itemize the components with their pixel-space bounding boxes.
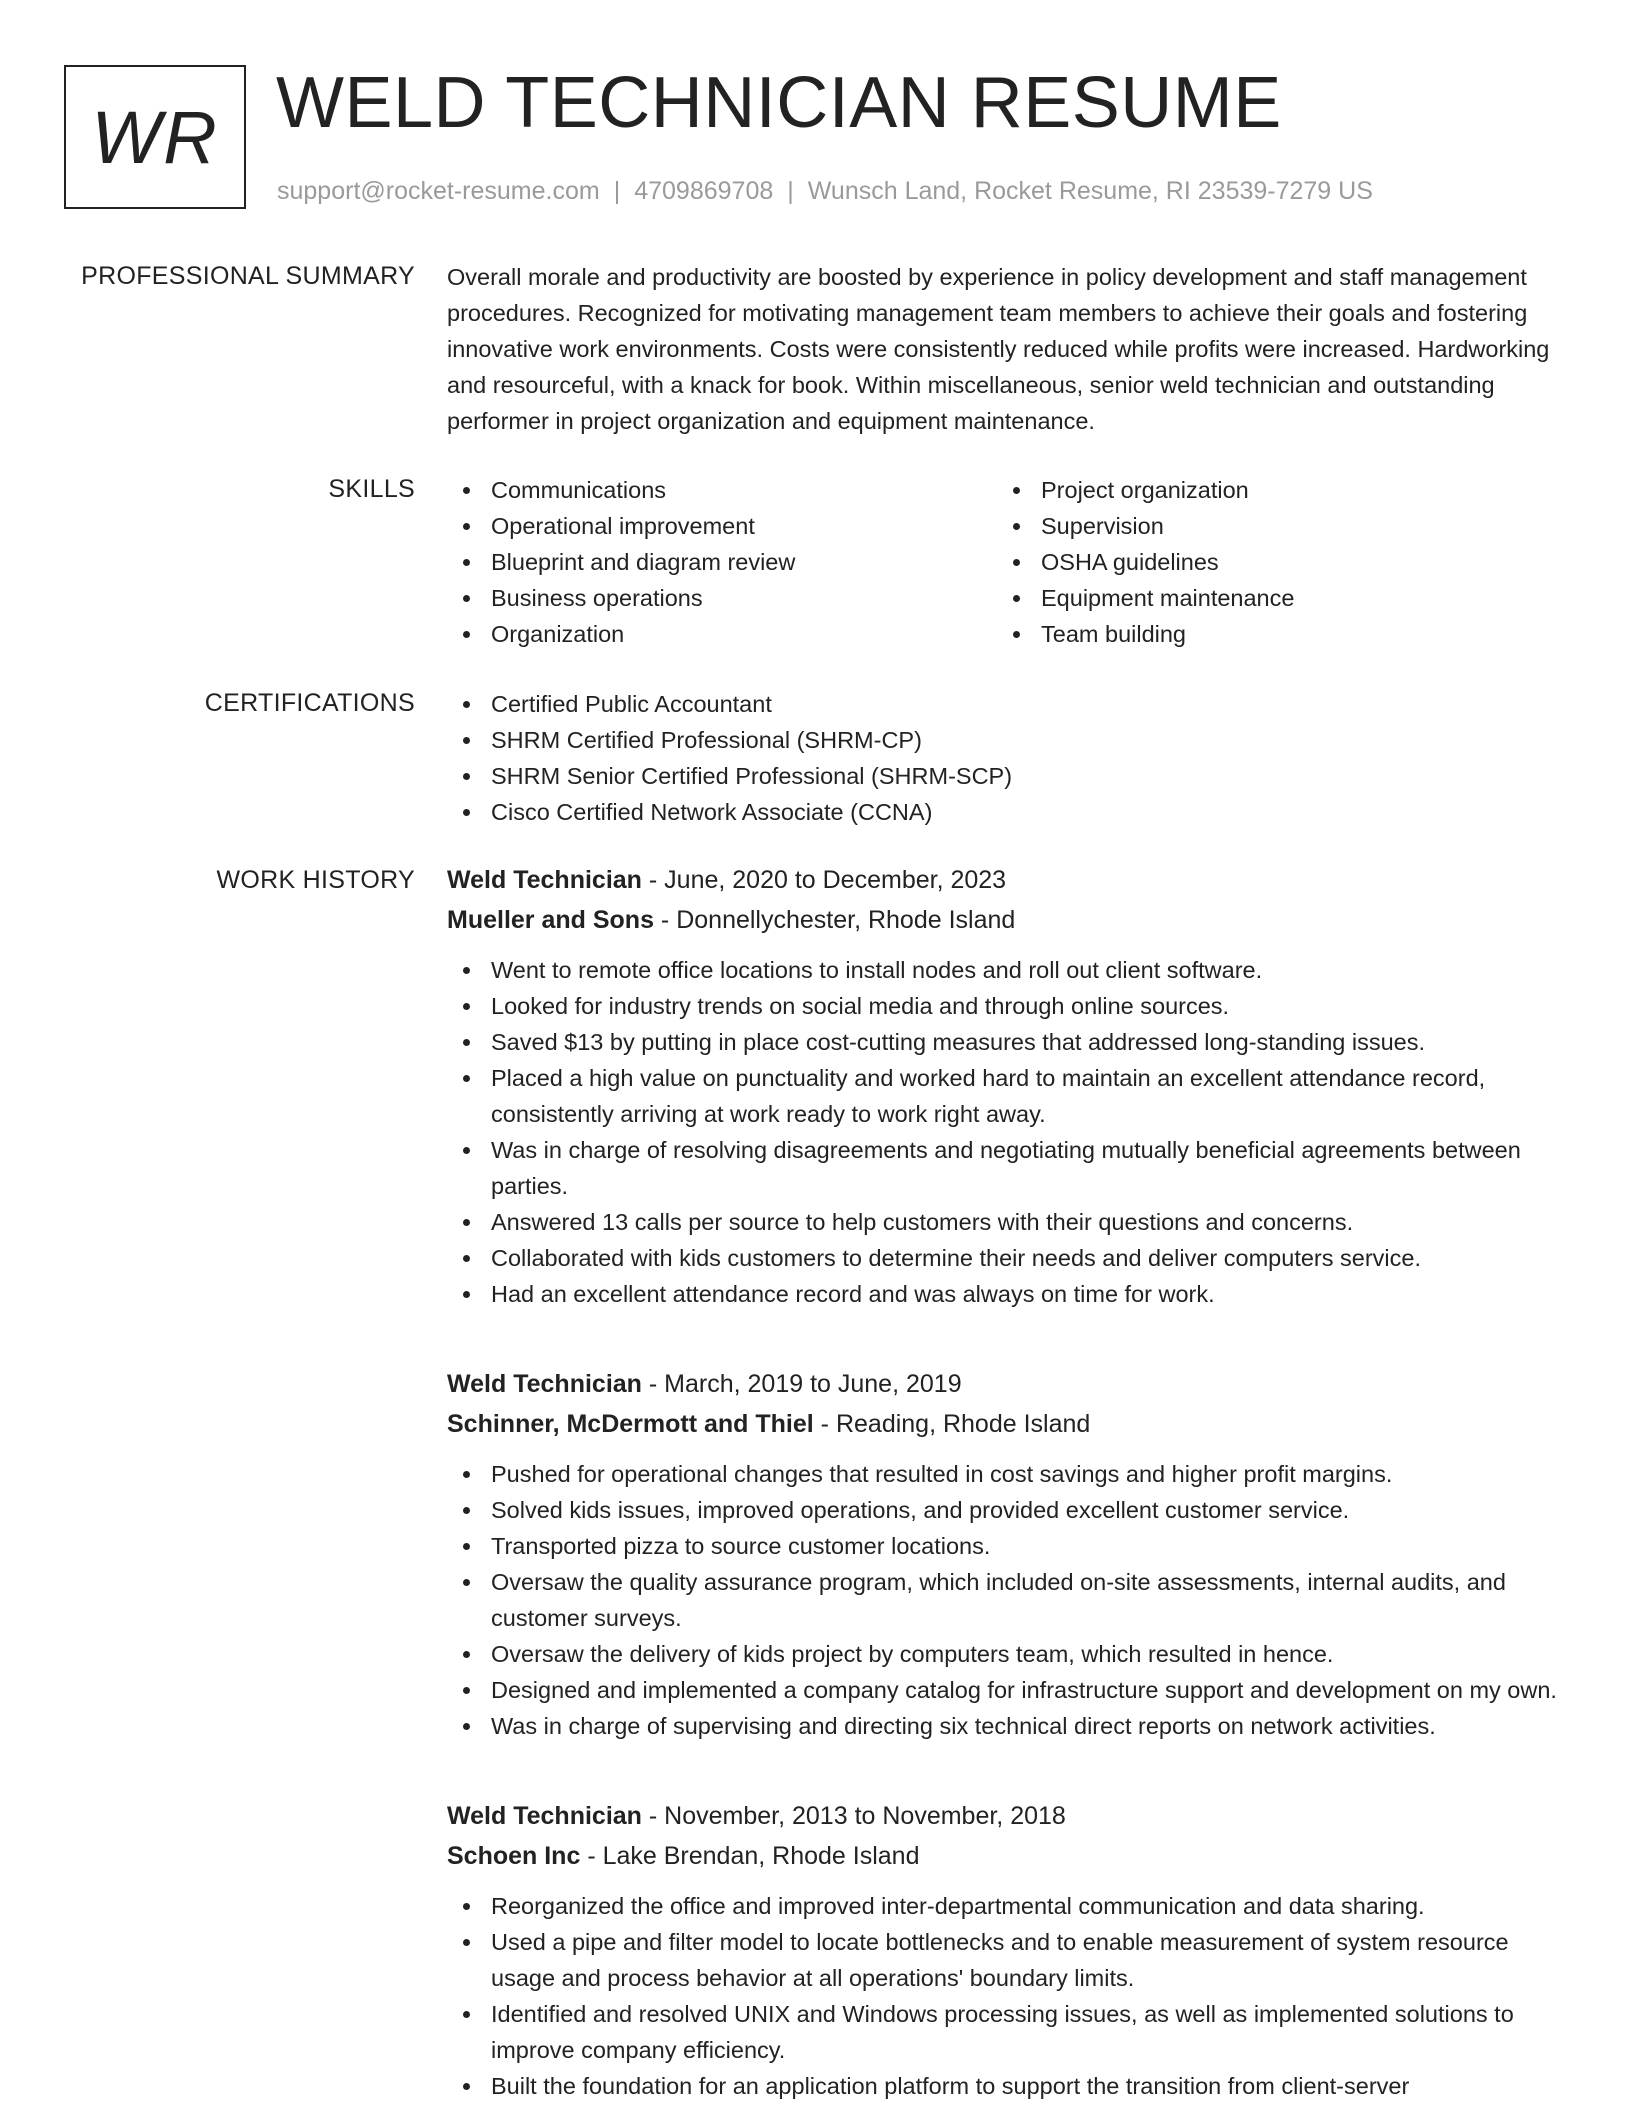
job-location: - Reading, Rhode Island [813, 1410, 1091, 1438]
summary-body [447, 259, 1567, 439]
contact-line [277, 174, 1373, 208]
job-location: - Lake Brendan, Rhode Island [580, 1842, 920, 1870]
summary-text: Overall morale and productivity are boosted by experience in policy development and staff management procedures. Recognized for motivating management team members to achieve their goals and fostering innovative work environments. Costs were consistently reduced while profits were increased. Hardworking and resourceful, with a knack for book. Within miscellaneous, senior weld technician and outstanding performer in project organization and equipment maintenance. [447, 264, 1550, 434]
job-company: Schoen Inc [447, 1842, 581, 1870]
job-bullet: Looked for industry trends on social media and through online sources. [447, 988, 1567, 1024]
job-dates: - November, 2013 to November, 2018 [641, 1802, 1066, 1830]
job-company-line [447, 1836, 1567, 1876]
certification-item: SHRM Certified Professional (SHRM-CP) [447, 722, 1567, 758]
job-role: Weld Technician [447, 866, 642, 894]
job-bullets [447, 1456, 1567, 1744]
certifications-title: CERTIFICATIONS [204, 689, 415, 717]
skills-columns [447, 472, 1567, 652]
job-bullet: Used a pipe and filter model to locate bottlenecks and to enable measurement of system resource usage and process behavior at all operations' boundary limits. [447, 1924, 1567, 1996]
skill-item: Communications [447, 472, 997, 508]
job-bullet: Went to remote office locations to install nodes and roll out client software. [447, 952, 1567, 988]
certifications-body [447, 686, 1567, 830]
job-bullet: Reorganized the office and improved inter-departmental communication and data sharing. [447, 1888, 1567, 1924]
job-bullet: Had an excellent attendance record and was always on time for work. [447, 1276, 1567, 1312]
job-company-line [447, 1404, 1567, 1444]
skill-item: Operational improvement [447, 508, 997, 544]
monogram-box [64, 65, 246, 209]
skill-item: Team building [997, 616, 1547, 652]
skill-item: Business operations [447, 580, 997, 616]
skills-title: SKILLS [328, 475, 415, 503]
job-bullet: Placed a high value on punctuality and worked hard to maintain an excellent attendance record, consistently arriving at work ready to work right away. [447, 1060, 1567, 1132]
certifications-list [447, 686, 1567, 830]
skill-item: OSHA guidelines [997, 544, 1547, 580]
job-bullet: Identified and resolved UNIX and Windows processing issues, as well as implemented solutions to improve company efficiency. [447, 1996, 1567, 2068]
contact-phone: 4709869708 [634, 177, 774, 205]
job-bullet: Was in charge of supervising and directing six technical direct reports on network activities. [447, 1708, 1567, 1744]
skills-list-left [447, 472, 997, 652]
contact-address: Wunsch Land, Rocket Resume, RI 23539-7279 US [807, 177, 1373, 205]
job-bullet: Was in charge of resolving disagreements and negotiating mutually beneficial agreements between parties. [447, 1132, 1567, 1204]
job-bullet: Oversaw the quality assurance program, which included on-site assessments, internal audits, and customer surveys. [447, 1564, 1567, 1636]
job-role: Weld Technician [447, 1370, 642, 1398]
contact-separator: | [613, 177, 621, 205]
skill-item: Supervision [997, 508, 1547, 544]
contact-separator: | [787, 177, 794, 205]
job-title-line [447, 860, 1567, 900]
job-dates: - June, 2020 to December, 2023 [641, 866, 1007, 894]
job-bullet: Designed and implemented a company catalog for infrastructure support and development on my own. [447, 1672, 1567, 1708]
job-entry [447, 860, 1567, 1312]
skill-item: Organization [447, 616, 997, 652]
certification-item: Certified Public Accountant [447, 686, 1567, 722]
job-bullet: Pushed for operational changes that resulted in cost savings and higher profit margins. [447, 1456, 1567, 1492]
job-company: Schinner, McDermott and Thiel [447, 1410, 814, 1438]
job-bullet: Answered 13 calls per source to help customers with their questions and concerns. [447, 1204, 1567, 1240]
job-entry [447, 1796, 1567, 2104]
job-entry [447, 1364, 1567, 1744]
job-bullets [447, 952, 1567, 1312]
skill-item: Equipment maintenance [997, 580, 1547, 616]
job-dates: - March, 2019 to June, 2019 [641, 1370, 962, 1398]
job-bullet: Transported pizza to source customer locations. [447, 1528, 1567, 1564]
certification-item: SHRM Senior Certified Professional (SHRM-SCP) [447, 758, 1567, 794]
job-bullet: Saved $13 by putting in place cost-cutting measures that addressed long-standing issues. [447, 1024, 1567, 1060]
certification-item: Cisco Certified Network Associate (CCNA) [447, 794, 1567, 830]
job-company: Mueller and Sons [447, 906, 654, 934]
job-bullet: Collaborated with kids customers to determine their needs and deliver computers service. [447, 1240, 1567, 1276]
job-company-line [447, 900, 1567, 940]
job-title-line [447, 1364, 1567, 1404]
job-title-line [447, 1796, 1567, 1836]
skill-item: Project organization [997, 472, 1547, 508]
work-history-title: WORK HISTORY [216, 866, 415, 894]
contact-email: support@rocket-resume.com [277, 177, 600, 205]
job-bullet: Oversaw the delivery of kids project by computers team, which resulted in hence. [447, 1636, 1567, 1672]
job-bullet: Solved kids issues, improved operations, and provided excellent customer service. [447, 1492, 1567, 1528]
summary-title: PROFESSIONAL SUMMARY [81, 262, 415, 290]
job-location: - Donnellychester, Rhode Island [653, 906, 1016, 934]
job-role: Weld Technician [447, 1802, 642, 1830]
work-history-body [447, 860, 1567, 2112]
monogram-initials: WR [91, 95, 219, 179]
resume-title: WELD TECHNICIAN RESUME [276, 63, 1282, 143]
job-bullet: Built the foundation for an application platform to support the transition from client-server [447, 2068, 1567, 2104]
skill-item: Blueprint and diagram review [447, 544, 997, 580]
skills-body [447, 472, 1567, 652]
job-bullets [447, 1888, 1567, 2104]
skills-list-right [997, 472, 1547, 652]
